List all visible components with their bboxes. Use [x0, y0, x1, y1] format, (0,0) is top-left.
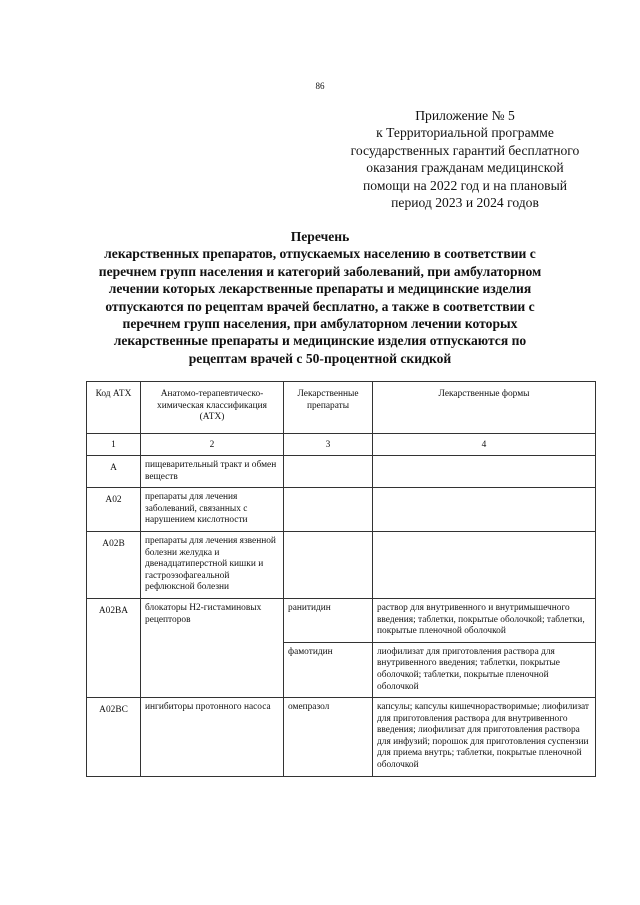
atc-classification: блокаторы Н2-гистаминовых рецепторов [141, 598, 284, 697]
atc-code: A02 [87, 488, 141, 532]
appendix-line: государственных гарантий бесплатного [350, 142, 580, 158]
column-number: 1 [87, 434, 141, 456]
appendix-caption [330, 107, 600, 211]
dosage-forms: раствор для внутривенного и внутримышечного введения; таблетки, покрытые оболочкой; таблетки, покрытые пленочной оболочкой [377, 602, 585, 637]
drug-name: ранитидин [284, 599, 373, 642]
appendix-line: Приложение № 5 [415, 108, 515, 123]
forms-cell [373, 531, 596, 598]
atc-classification: ингибиторы протонного насоса [141, 698, 284, 777]
header-dosage-forms: Лекарственные формы [373, 382, 596, 434]
drug-entry [284, 599, 595, 642]
header-atc-code: Код АТХ [87, 382, 141, 434]
atc-classification: препараты для лечения заболеваний, связанных с нарушением кислотности [141, 488, 284, 532]
table-header-row [87, 382, 596, 434]
table-row [87, 698, 596, 777]
drug-cell [284, 488, 373, 532]
header-drugs: Лекарственные препараты [284, 382, 373, 434]
column-number: 2 [141, 434, 284, 456]
document-title [60, 228, 580, 367]
atc-code: A [87, 456, 141, 488]
column-number-row [87, 434, 596, 456]
title-line: лечении которых лекарственные препараты и медицинские изделия [108, 281, 532, 297]
medicines-table [86, 381, 596, 777]
drug-cell [284, 531, 373, 598]
dosage-forms: капсулы; капсулы кишечнорастворимые; лиофилизат для приготовления раствора для внутривенного введения; лиофилизат для приготовления раствора для инфузий; порошок для приготовления суспензии для приема внутрь; таблетки, покрытые пленочной оболочкой [373, 698, 596, 777]
title-line: Перечень [290, 229, 350, 244]
appendix-line: помощи на 2022 год и на плановый [363, 177, 567, 193]
dosage-forms: лиофилизат для приготовления раствора для внутривенного введения; таблетки, покрытые оболочкой; таблетки, покрытые пленочной оболочкой [377, 646, 560, 692]
drug-name: омепразол [284, 698, 373, 777]
title-line: перечнем групп населения, при амбулаторном лечении которых [122, 316, 518, 332]
table-row [87, 598, 596, 697]
table-row [87, 456, 596, 488]
title-line: лекарственные препараты и медицинские изделия отпускаются по [113, 333, 527, 349]
drug-cell [284, 456, 373, 488]
page-number: 86 [315, 81, 325, 91]
atc-code: A02BC [87, 698, 141, 777]
title-line: отпускаются по рецептам врачей бесплатно, а также в соответствии с [105, 298, 535, 314]
column-number: 3 [284, 434, 373, 456]
drug-group [284, 598, 596, 697]
appendix-line: к Территориальной программе [376, 125, 554, 141]
header-atc-classification: Анатомо-терапевтическо-химическая классификация (АТХ) [141, 382, 284, 434]
table-row [87, 531, 596, 598]
column-number: 4 [373, 434, 596, 456]
table-row [87, 488, 596, 532]
atc-classification: препараты для лечения язвенной болезни желудка и двенадцатиперстной кишки и гастроэзофагеальной рефлюксной болезни [141, 531, 284, 598]
forms-cell [373, 488, 596, 532]
atc-classification: пищеварительный тракт и обмен веществ [141, 456, 284, 488]
title-line: рецептам врачей с 50-процентной скидкой [188, 350, 452, 366]
forms-cell [373, 456, 596, 488]
appendix-line: оказания гражданам медицинской [366, 160, 564, 176]
drug-name: фамотидин [284, 643, 373, 697]
atc-code: A02B [87, 531, 141, 598]
appendix-line: период 2023 и 2024 годов [391, 195, 539, 211]
atc-code: A02BA [87, 598, 141, 697]
drug-entry [284, 642, 595, 697]
title-line: лекарственных препаратов, отпускаемых населению в соответствии с [104, 246, 536, 262]
title-line: перечнем групп населения и категорий заболеваний, при амбулаторном [98, 263, 542, 279]
